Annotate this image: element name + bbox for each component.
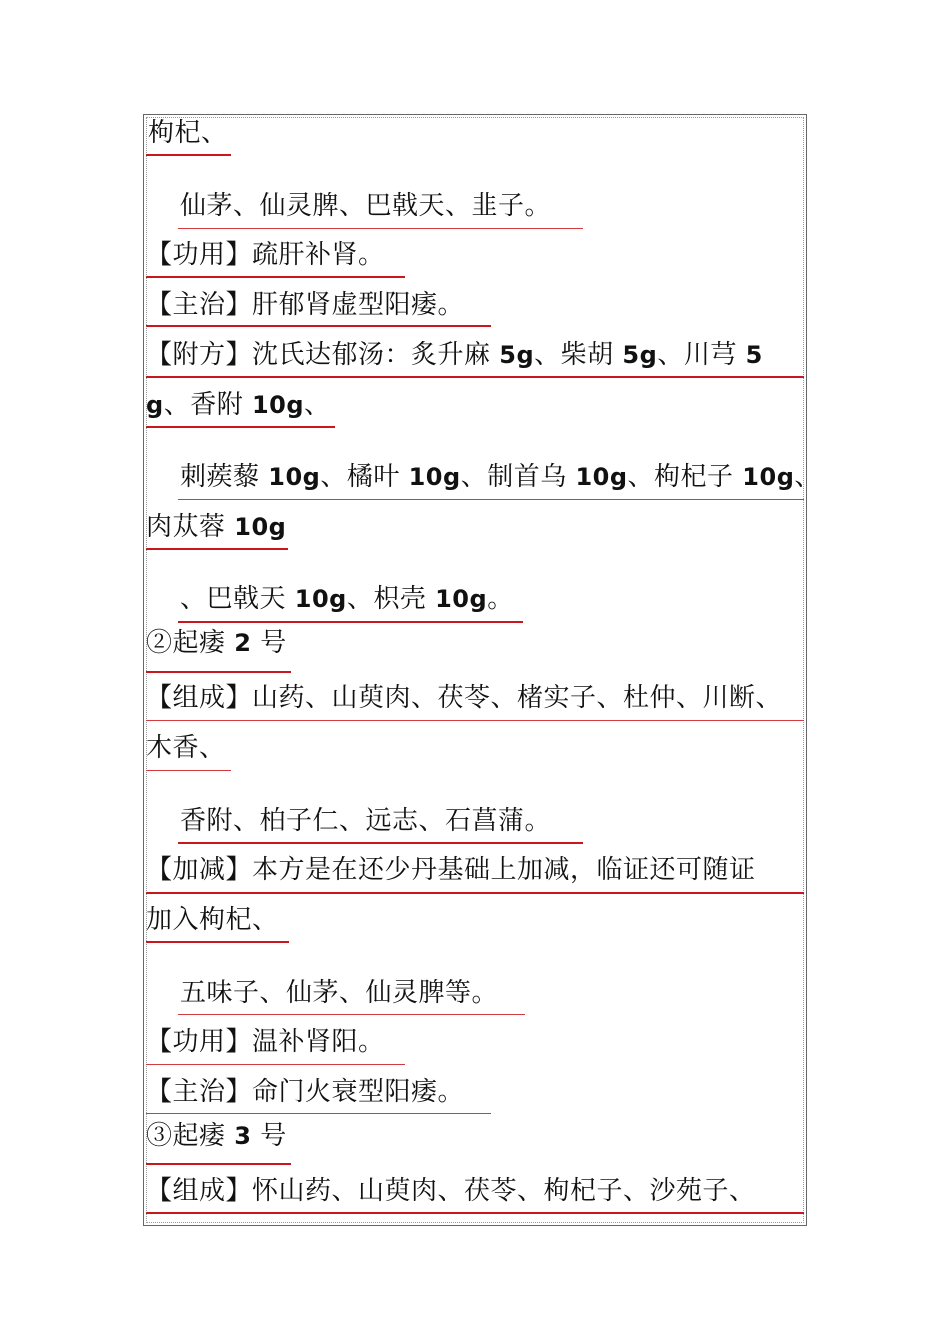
- page-frame-inner: [146, 117, 804, 1223]
- dosage: 10g: [435, 585, 488, 613]
- dosage: 10g: [408, 463, 461, 491]
- dosage: 5g: [499, 341, 535, 369]
- text-segment: 、巴戟天: [180, 584, 295, 614]
- dosage: g: [146, 391, 164, 419]
- text-line: [146, 1027, 385, 1057]
- text-line: [148, 118, 228, 148]
- text-segment: 香附、柏子仁、远志、石菖蒲。: [180, 806, 552, 836]
- text-segment: 【功用】疏肝补肾。: [146, 240, 385, 270]
- dosage: 5g: [622, 341, 658, 369]
- red-underline: [178, 1014, 525, 1015]
- formula-number: 2: [234, 629, 252, 657]
- text-segment: 枸杞、: [148, 118, 228, 148]
- text-line: [146, 340, 763, 370]
- text-segment: 仙茅、仙灵脾、巴戟天、韭子。: [180, 191, 552, 221]
- text-segment: 号: [251, 628, 287, 658]
- text-line: [180, 584, 514, 614]
- text-segment: 五味子、仙茅、仙灵脾等。: [180, 978, 499, 1008]
- text-segment: 肉苁蓉: [146, 512, 235, 542]
- text-segment: ②起痿: [146, 628, 235, 658]
- text-line: [180, 191, 551, 221]
- text-line: [146, 1121, 287, 1151]
- text-segment: 、制首乌: [460, 462, 576, 492]
- red-underline: [146, 548, 288, 550]
- text-line: [146, 1077, 464, 1107]
- text-segment: 、柴胡: [534, 340, 623, 370]
- text-segment: 【功用】温补肾阳。: [146, 1027, 385, 1057]
- text-line: [146, 855, 756, 885]
- text-segment: 木香、: [146, 733, 226, 763]
- text-line: [146, 290, 464, 320]
- text-line: [146, 683, 782, 713]
- red-underline: [178, 842, 583, 844]
- text-line: [146, 512, 286, 542]
- red-underline: [178, 228, 583, 229]
- red-underline: [178, 499, 804, 500]
- red-underline: [146, 892, 804, 894]
- red-underline: [146, 720, 804, 721]
- text-segment: 、: [794, 462, 821, 492]
- text-line: [180, 978, 498, 1008]
- red-underline: [146, 1064, 405, 1065]
- text-line: [180, 462, 821, 492]
- text-line: [146, 905, 279, 935]
- formula-number: 3: [234, 1122, 252, 1150]
- red-underline: [146, 770, 231, 771]
- text-segment: 、橘叶: [320, 462, 409, 492]
- text-segment: 【组成】山药、山萸肉、茯苓、楮实子、杜仲、川断、: [146, 683, 783, 713]
- red-underline: [146, 325, 491, 327]
- text-segment: 【组成】怀山药、山萸肉、茯苓、枸杞子、沙苑子、: [146, 1176, 756, 1206]
- red-underline: [146, 671, 291, 673]
- red-underline: [146, 941, 289, 943]
- text-segment: 。: [487, 584, 514, 614]
- red-underline: [146, 1163, 291, 1165]
- text-segment: 刺蒺藜: [180, 462, 269, 492]
- red-underline: [178, 621, 523, 623]
- text-segment: 【附方】沈氏达郁汤：炙升麻: [146, 340, 500, 370]
- text-segment: 、: [304, 390, 331, 420]
- red-underline: [146, 276, 405, 278]
- text-line: [180, 806, 551, 836]
- text-segment: 、香附: [163, 390, 252, 420]
- dosage: 10g: [268, 463, 321, 491]
- dosage: 10g: [294, 585, 347, 613]
- dosage: 5: [745, 341, 763, 369]
- red-underline: [146, 376, 804, 378]
- text-segment: 、枳壳: [346, 584, 436, 614]
- red-underline: [146, 1113, 491, 1114]
- dosage: 10g: [575, 463, 628, 491]
- dosage: 10g: [234, 513, 287, 541]
- text-line: [146, 1176, 756, 1206]
- text-segment: 、川芎: [657, 340, 746, 370]
- text-line: [146, 390, 331, 420]
- text-segment: 【主治】命门火衰型阳痿。: [146, 1077, 465, 1107]
- text-segment: 号: [251, 1121, 287, 1151]
- text-segment: ③起痿: [146, 1121, 235, 1151]
- text-segment: 、枸杞子: [627, 462, 743, 492]
- text-line: [146, 628, 287, 658]
- red-underline: [146, 1212, 804, 1214]
- text-line: [146, 240, 385, 270]
- text-line: [146, 733, 226, 763]
- text-segment: 【加减】本方是在还少丹基础上加减，临证还可随证: [146, 855, 756, 885]
- dosage: 10g: [742, 463, 795, 491]
- red-underline: [146, 154, 231, 156]
- dosage: 10g: [251, 391, 305, 419]
- text-segment: 【主治】肝郁肾虚型阳痿。: [146, 290, 465, 320]
- text-segment: 加入枸杞、: [146, 905, 279, 935]
- red-underline: [146, 426, 335, 428]
